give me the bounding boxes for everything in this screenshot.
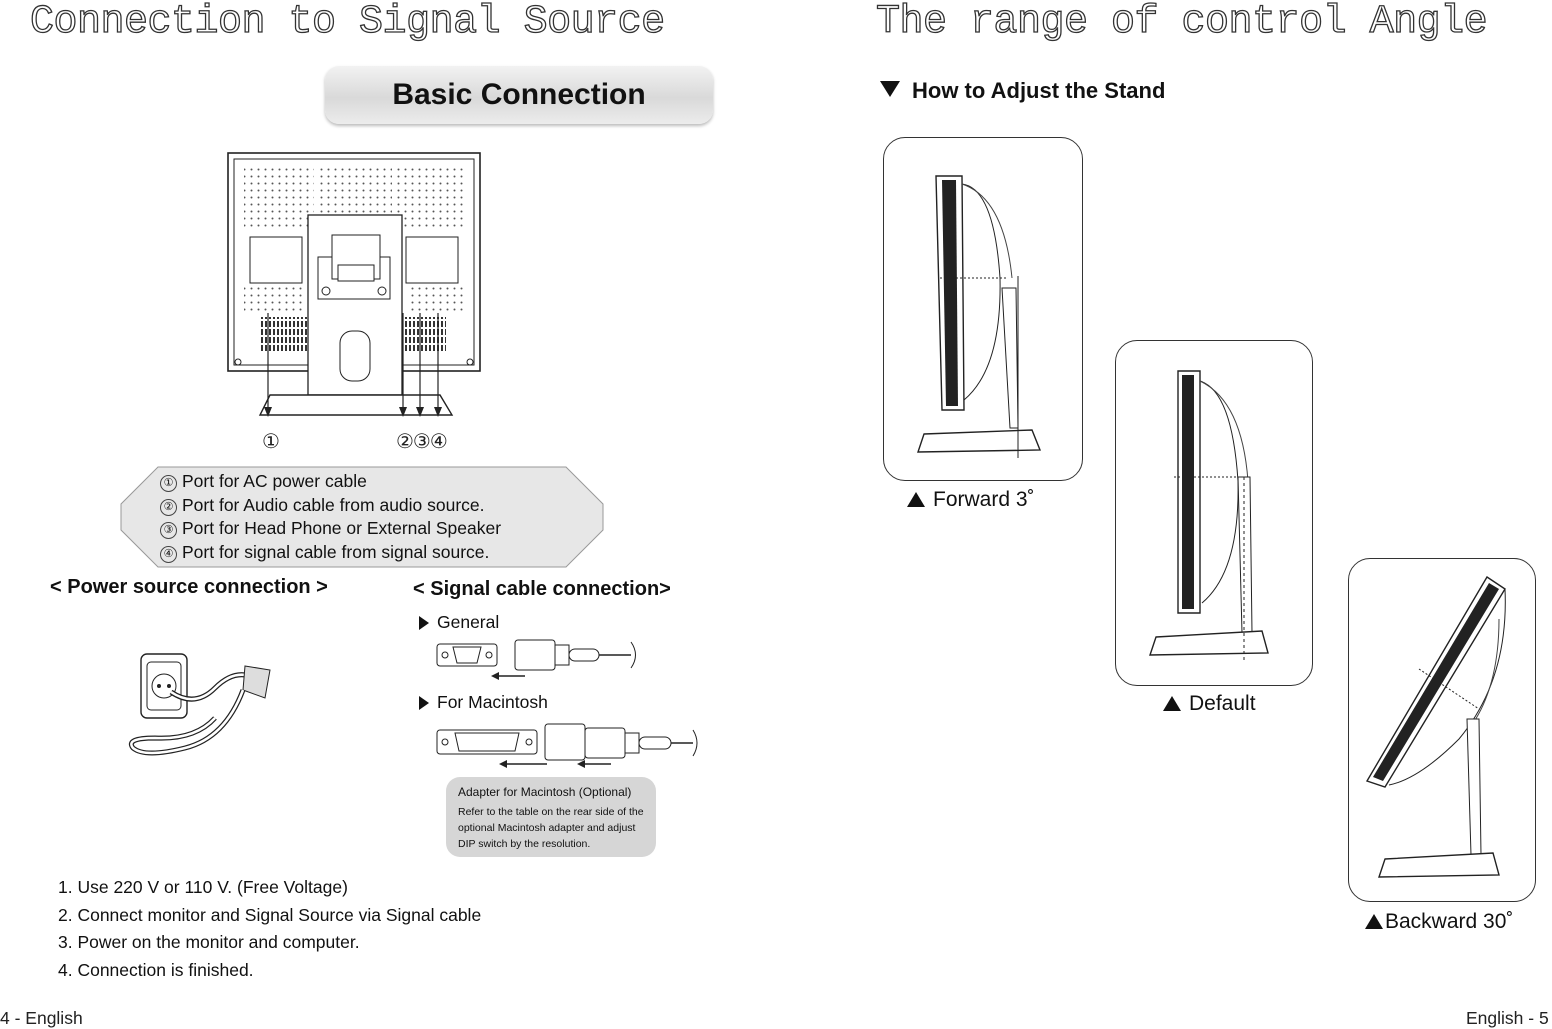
port-item	[160, 517, 501, 541]
play-bullet-icon	[419, 696, 429, 710]
left-page-title: Connection to Signal Source	[30, 0, 665, 45]
right-page-footer: English - 5	[1466, 1008, 1549, 1028]
step-item: 1. Use 220 V or 110 V. (Free Voltage)	[58, 877, 348, 897]
macintosh-adapter-note	[446, 777, 656, 857]
default-tilt-illustration	[1116, 341, 1312, 685]
forward-caption-text: Forward 3˚	[933, 488, 1035, 511]
general-label-text: General	[437, 612, 500, 632]
power-source-heading: < Power source connection >	[50, 576, 328, 598]
macintosh-label-text: For Macintosh	[437, 692, 548, 712]
callout-port-1: ①	[262, 431, 280, 453]
port-number: ②	[160, 499, 177, 516]
basic-connection-banner: Basic Connection	[325, 66, 713, 124]
backward-tilt-illustration	[1349, 559, 1535, 901]
macintosh-label	[419, 692, 548, 713]
step-item: 3. Power on the monitor and computer.	[58, 932, 360, 953]
port-label: Port for AC power cable	[182, 471, 367, 491]
port-label: Port for Audio cable from audio source.	[182, 494, 485, 515]
forward-caption	[907, 488, 1035, 512]
monitor-rear-illustration	[220, 145, 490, 445]
adjust-stand-heading	[880, 78, 1165, 104]
port-number: ③	[160, 522, 177, 539]
adjust-stand-heading-text: How to Adjust the Stand	[912, 78, 1166, 103]
default-tilt-frame	[1115, 340, 1313, 686]
power-plug-illustration	[125, 648, 285, 778]
play-bullet-icon	[419, 616, 429, 630]
step-item: 2. Connect monitor and Signal Source via Signal cable	[58, 904, 482, 925]
port-item	[160, 470, 501, 494]
port-item	[160, 541, 501, 565]
default-caption	[1163, 692, 1256, 716]
forward-tilt-illustration	[884, 138, 1082, 480]
port-label: Port for Head Phone or External Speaker	[182, 518, 502, 539]
ports-legend	[160, 470, 501, 564]
triangle-up-icon	[1365, 914, 1383, 929]
port-label: Port for signal cable from signal source.	[182, 541, 490, 562]
connection-steps	[58, 874, 481, 985]
adapter-note-title: Adapter for Macintosh (Optional)	[458, 785, 632, 799]
macintosh-cable-illustration	[435, 716, 700, 772]
signal-cable-heading: < Signal cable connection>	[413, 578, 671, 600]
general-label	[419, 612, 499, 633]
triangle-down-icon	[880, 81, 900, 97]
triangle-up-icon	[907, 492, 925, 507]
backward-caption-text: Backward 30˚	[1385, 910, 1514, 933]
port-number: ④	[160, 546, 177, 563]
port-number: ①	[160, 475, 177, 492]
adapter-note-text: Refer to the table on the rear side of the optional Macintosh adapter and adjust DIP switch by the resolution.	[458, 806, 644, 850]
left-page-footer: 4 - English	[0, 1008, 83, 1028]
general-cable-illustration	[435, 634, 640, 682]
default-caption-text: Default	[1189, 692, 1256, 715]
backward-caption	[1365, 910, 1513, 934]
step-item: 4. Connection is finished.	[58, 960, 254, 981]
callout-ports-2-3-4: ②③④	[396, 431, 447, 453]
backward-tilt-frame	[1348, 558, 1536, 902]
forward-tilt-frame	[883, 137, 1083, 481]
triangle-up-icon	[1163, 696, 1181, 711]
right-page-title: The range of control Angle	[876, 0, 1488, 45]
port-item	[160, 494, 501, 518]
